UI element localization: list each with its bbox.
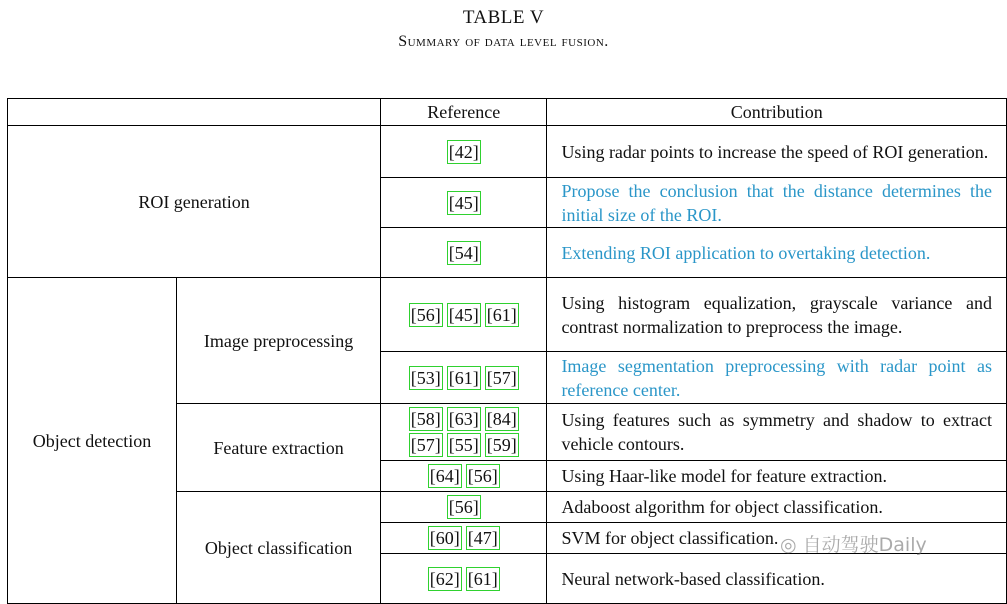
reference-cell xyxy=(381,178,547,228)
reference-cell xyxy=(381,228,547,278)
citation-link[interactable]: [47] xyxy=(467,528,498,548)
contribution-cell: Using radar points to increase the speed of ROI generation. xyxy=(547,126,1007,178)
citation-link[interactable]: [56] xyxy=(467,466,498,486)
subcategory-feature-extraction: Feature extraction xyxy=(177,404,381,492)
citation-link[interactable]: [53] xyxy=(410,367,441,388)
reference-cell xyxy=(381,404,547,461)
table-row xyxy=(8,278,1007,352)
citation-link[interactable]: [61] xyxy=(467,568,498,589)
wechat-icon: ◎ xyxy=(780,534,797,556)
table-subtitle: Summary of data level fusion. xyxy=(398,33,609,50)
contribution-cell: Propose the conclusion that the distance determines the initial size of the ROI. xyxy=(547,178,1007,228)
citation-link[interactable]: [61] xyxy=(448,367,479,388)
reference-cell xyxy=(381,492,547,523)
reference-cell xyxy=(381,278,547,352)
category-object-detection: Object detection xyxy=(8,278,177,604)
table-row xyxy=(8,126,1007,178)
contribution-cell: Adaboost algorithm for object classification. xyxy=(547,492,1007,523)
citation-link[interactable]: [45] xyxy=(448,192,479,213)
subcategory-image-preprocessing: Image preprocessing xyxy=(177,278,381,404)
reference-cell xyxy=(381,352,547,404)
citation-link[interactable]: [60] xyxy=(429,528,460,548)
header-contribution: Contribution xyxy=(547,99,1007,126)
citation-link[interactable]: [63] xyxy=(448,409,479,429)
contribution-cell: Image segmentation preprocessing with radar point as reference center. xyxy=(547,352,1007,404)
reference-cell xyxy=(381,523,547,554)
citation-link[interactable]: [45] xyxy=(448,304,479,325)
reference-cell xyxy=(381,461,547,492)
citation-link[interactable]: [61] xyxy=(486,304,517,325)
subcategory-object-classification: Object classification xyxy=(177,492,381,604)
citation-link[interactable]: [59] xyxy=(486,435,517,455)
reference-cell xyxy=(381,126,547,178)
reference-cell xyxy=(381,554,547,604)
citation-link[interactable]: [42] xyxy=(448,141,479,162)
contribution-cell: Using features such as symmetry and shadow to extract vehicle contours. xyxy=(547,404,1007,461)
table-header-row xyxy=(8,99,1007,126)
contribution-cell: SVM for object classification. xyxy=(547,523,1007,554)
contribution-cell: Using Haar-like model for feature extraction. xyxy=(547,461,1007,492)
citation-link[interactable]: [55] xyxy=(448,435,479,455)
citation-link[interactable]: [58] xyxy=(410,409,441,429)
contribution-cell: Using histogram equalization, grayscale variance and contrast normalization to preprocess the image. xyxy=(547,278,1007,352)
citation-link[interactable]: [57] xyxy=(486,367,517,388)
header-category xyxy=(8,99,381,126)
category-roi-generation: ROI generation xyxy=(8,126,381,278)
contribution-cell: Extending ROI application to overtaking detection. xyxy=(547,228,1007,278)
citation-link[interactable]: [62] xyxy=(429,568,460,589)
citation-link[interactable]: [64] xyxy=(429,466,460,486)
table-label: TABLE V xyxy=(462,7,545,28)
watermark-text: 自动驾驶Daily xyxy=(802,534,927,556)
citation-link[interactable]: [54] xyxy=(448,242,479,263)
citation-link[interactable]: [84] xyxy=(486,409,517,429)
citation-link[interactable]: [56] xyxy=(448,497,479,517)
contribution-cell: Neural network-based classification. xyxy=(547,554,1007,604)
fusion-summary-table xyxy=(7,98,1007,604)
citation-link[interactable]: [56] xyxy=(410,304,441,325)
header-reference: Reference xyxy=(381,99,547,126)
citation-link[interactable]: [57] xyxy=(410,435,441,455)
